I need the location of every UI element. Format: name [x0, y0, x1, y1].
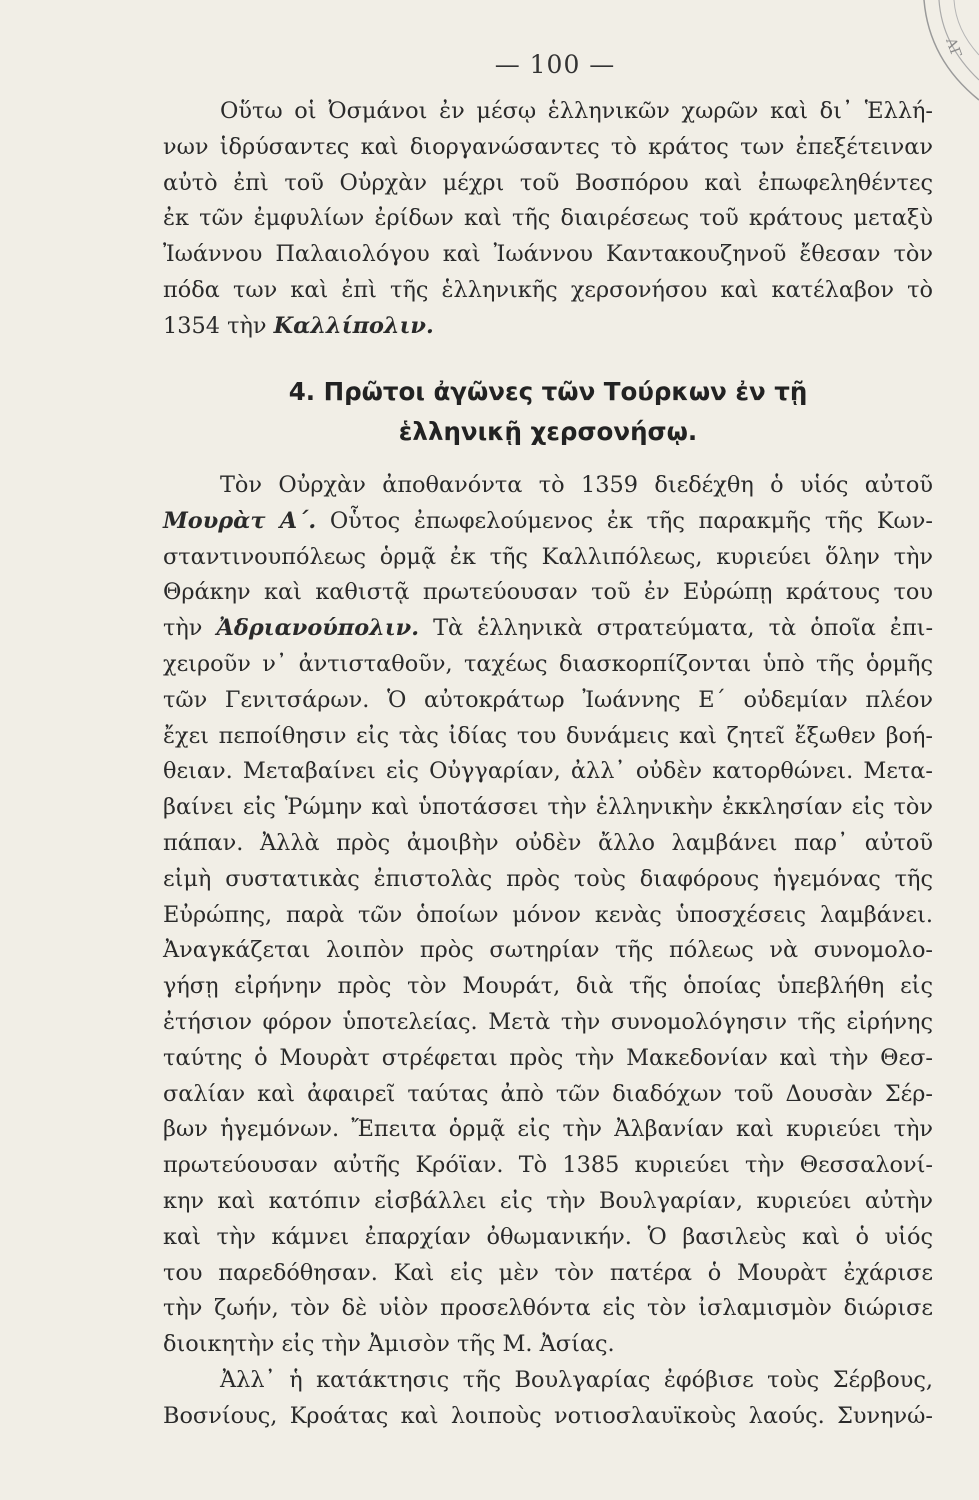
text-line: τῶν Γενιτσάρων. Ὁ αὐτοκράτωρ Ἰωάννης Ε΄ οὐδεμίαν πλέον [163, 686, 933, 713]
intro-paragraph [163, 94, 933, 345]
text-line: χειροῦν ν᾿ ἀντισταθοῦν, ταχέως διασκορπίζονται ὑπὸ τῆς ὁρμῆς [163, 650, 933, 677]
main-paragraph [163, 468, 933, 1435]
page-number: — 100 — [494, 50, 616, 79]
text-line: γήσῃ εἰρήνην πρὸς τὸν Μουράτ, διὰ τῆς ὁποίας ὑπεβλήθη εἰς [163, 973, 933, 1000]
emphasized-term: Μουρὰτ Α΄. [163, 507, 317, 534]
text-line: Εὐρώπης, παρὰ τῶν ὁποίων μόνον κενὰς ὑποσχέσεις λαμβάνει. [163, 901, 933, 928]
text-line [163, 309, 933, 345]
emphasized-term: Ἀδριανούπολιν. [216, 615, 419, 642]
text-line: Ἀναγκάζεται λοιπὸν πρὸς σωτηρίαν τῆς πόλεως νὰ συνομολο- [163, 937, 933, 964]
text-line: βαίνει εἰς Ῥώμην καὶ ὑποτάσσει τὴν ἑλληνικὴν ἐκκλησίαν εἰς τὸν [163, 794, 933, 821]
text-line: ἐτήσιον φόρον ὑποτελείας. Μετὰ τὴν συνομολόγησιν τῆς εἰρήνης [163, 1008, 933, 1035]
text-line: καὶ τὴν κάμνει ἐπαρχίαν ὀθωμανικήν. Ὁ βασιλεὺς καὶ ὁ υἱός [163, 1223, 933, 1250]
text-line [163, 611, 933, 647]
line-text: 1354 τὴν [163, 312, 274, 339]
line-text: Τὰ ἑλληνικὰ στρατεύματα, τὰ ὁποῖα ἐπι- [419, 615, 934, 642]
text-line: πρωτεύουσαν αὐτῆς Κρόϊαν. Τὸ 1385 κυριεύει τὴν Θεσσαλονί- [163, 1152, 933, 1179]
text-line: ἔχει πεποίθησιν εἰς τὰς ἰδίας του δυνάμεις καὶ ζητεῖ ἔξωθεν βοή- [163, 722, 933, 749]
text-line: Βοσνίους, Κροάτας καὶ λοιποὺς νοτιοσλαυϊκοὺς λαούς. Συνηνώ- [163, 1402, 933, 1429]
text-line: σταντινουπόλεως ὁρμᾷ ἐκ τῆς Καλλιπόλεως, κυριεύει ὅλην τὴν [163, 543, 933, 570]
text-line: εἰμὴ συστατικὰς ἐπιστολὰς πρὸς τοὺς διαφόρους ἡγεμόνας τῆς [163, 865, 933, 892]
text-line: νων ἱδρύσαντες καὶ διοργανώσαντες τὸ κράτος των ἐπεξέτειναν [163, 133, 933, 160]
text-line: ταύτης ὁ Μουρὰτ στρέφεται πρὸς τὴν Μακεδονίαν καὶ τὴν Θεσ- [163, 1044, 933, 1071]
section-heading [163, 372, 933, 452]
text-line: Τὸν Οὐρχὰν ἀποθανόντα τὸ 1359 διεδέχθη ὁ υἱός αὐτοῦ [220, 472, 933, 498]
text-line: πόδα των καὶ ἐπὶ τῆς ἑλληνικῆς χερσονήσου καὶ κατέλαβον τὸ [163, 276, 933, 303]
text-line: πάπαν. Ἀλλὰ πρὸς ἀμοιβὴν οὐδὲν ἄλλο λαμβάνει παρ᾿ αὐτοῦ [163, 829, 933, 856]
emphasized-term: Καλλίπολιν. [273, 312, 434, 339]
text-line: σαλίαν καὶ ἀφαιρεῖ ταύτας ἀπὸ τῶν διαδόχων τοῦ Δουσὰν Σέρ- [163, 1080, 933, 1107]
line-text: τὴν [163, 615, 217, 642]
svg-text:ΑΓ: ΑΓ [942, 35, 965, 61]
text-line: Ἀλλ᾿ ἡ κατάκτησις τῆς Βουλγαρίας ἐφόβισε τοὺς Σέρβους, [220, 1366, 933, 1393]
text-line: Οὕτω οἱ Ὀσμάνοι ἐν μέσῳ ἑλληνικῶν χωρῶν καὶ δι᾿ Ἑλλή- [220, 98, 933, 124]
text-line: τὴν ζωήν, τὸν δὲ υἱὸν προσελθόντα εἰς τὸν ἰσλαμισμὸν διώρισε [163, 1295, 933, 1322]
heading-line: 4. Πρῶτοι ἀγῶνες τῶν Τούρκων ἐν τῇ [288, 377, 808, 406]
text-line: κην καὶ κατόπιν εἰσβάλλει εἰς τὴν Βουλγαρίαν, κυριεύει αὐτὴν [163, 1187, 933, 1214]
heading-line: ἑλληνικῇ χερσονήσῳ. [398, 417, 698, 446]
text-line: θειαν. Μεταβαίνει εἰς Οὐγγαρίαν, ἀλλ᾿ οὐδὲν κατορθώνει. Μετα- [163, 758, 933, 785]
text-line: Θράκην καὶ καθιστᾷ πρωτεύουσαν τοῦ ἐν Εὐρώπῃ κράτους του [163, 579, 933, 606]
text-line: Ἰωάννου Παλαιολόγου καὶ Ἰωάννου Καντακουζηνοῦ ἔθεσαν τὸν [163, 241, 933, 268]
text-line: ἐκ τῶν ἐμφυλίων ἐρίδων καὶ τῆς διαιρέσεως τοῦ κράτους μεταξὺ [163, 205, 933, 232]
text-line: του παρεδόθησαν. Καὶ εἰς μὲν τὸν πατέρα ὁ Μουρὰτ ἐχάρισε [163, 1259, 933, 1286]
text-line: βων ἡγεμόνων. Ἔπειτα ὁρμᾷ εἰς τὴν Ἀλβανίαν καὶ κυριεύει τὴν [163, 1116, 933, 1143]
text-line: διοικητὴν εἰς τὴν Ἀμισὸν τῆς Μ. Ἀσίας. [163, 1331, 615, 1358]
text-line [163, 504, 933, 540]
line-text: Οὗτος ἐπωφελούμενος ἐκ τῆς παρακμῆς τῆς Κων- [316, 507, 933, 534]
text-line: αὐτὸ ἐπὶ τοῦ Οὐρχὰν μέχρι τοῦ Βοσπόρου καὶ ἐπωφεληθέντες [163, 169, 933, 196]
